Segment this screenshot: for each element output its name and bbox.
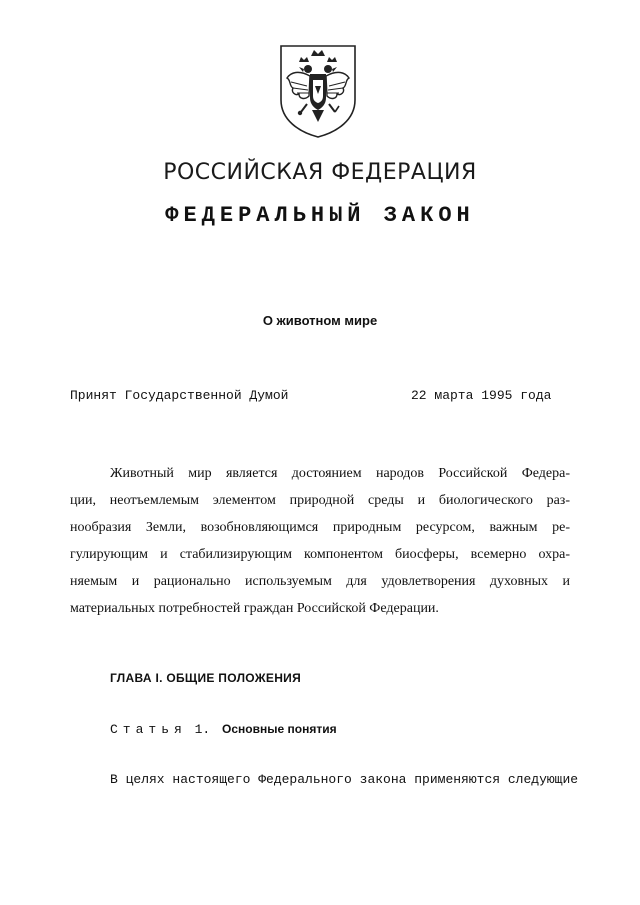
law-type-heading: ФЕДЕРАЛЬНЫЙ ЗАКОН (165, 203, 475, 228)
preamble-paragraph (70, 460, 570, 622)
article-heading (110, 722, 337, 737)
article-number: 1. (194, 722, 211, 737)
adopted-date-text: 22 марта 1995 года (411, 388, 552, 403)
preamble-line: ции, неотъемлемым элементом природной среды и биологического раз- (70, 493, 570, 508)
law-title: О животном мире (262, 313, 378, 328)
preamble-line: няемым и рационально используемым для удовлетворения духовных и (70, 574, 570, 589)
chapter-heading: ГЛАВА I. ОБЩИЕ ПОЛОЖЕНИЯ (110, 671, 302, 685)
preamble-line: Животный мир является достоянием народов Российской Федера- (110, 466, 570, 481)
article-word: Статья (110, 722, 187, 737)
adopted-by-text: Принят Государственной Думой (70, 388, 289, 403)
preamble-line: гулирующим и стабилизирующим компонентом биосферы, всемерно охра- (70, 547, 570, 562)
article-title: Основные понятия (222, 722, 337, 736)
preamble-line: нообразия Земли, возобновляющимся природным ресурсом, важным ре- (70, 520, 570, 535)
preamble-line: материальных потребностей граждан Российской Федерации. (70, 601, 439, 616)
body-text-line: В целях настоящего Федерального закона применяются следующие (110, 772, 579, 787)
country-heading: РОССИЙСКАЯ ФЕДЕРАЦИЯ (163, 160, 477, 185)
coat-of-arms-icon (277, 42, 359, 140)
